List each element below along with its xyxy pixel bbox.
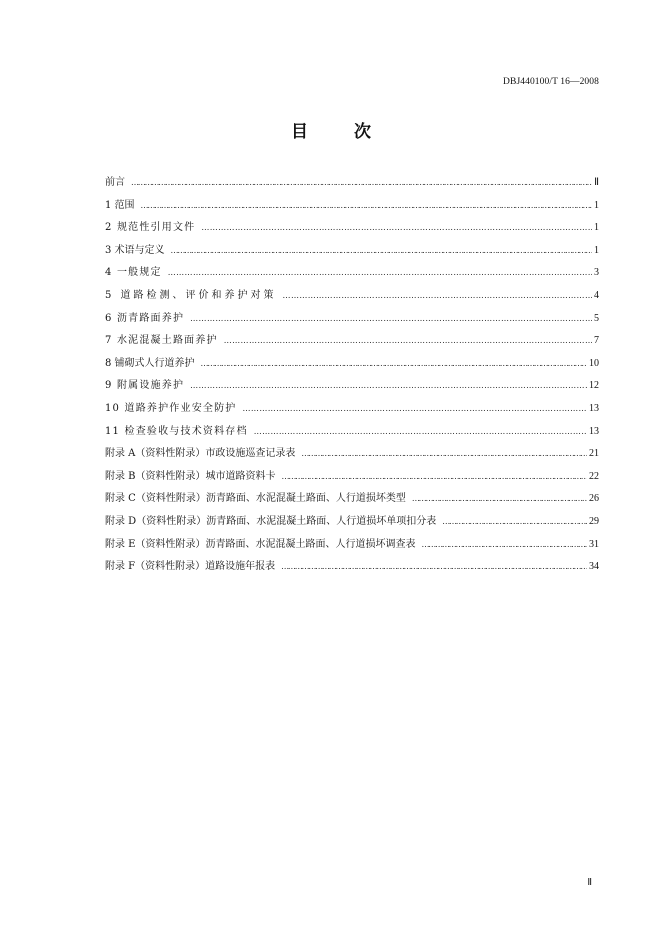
toc-leader: [412, 494, 587, 503]
toc-entry-page: 1: [594, 222, 599, 234]
toc-entry-page: 1: [594, 199, 599, 211]
toc-leader: [190, 381, 587, 390]
toc-leader: [224, 336, 592, 345]
toc-entry-label: 附录 D（资料性附录）沥青路面、水泥混凝土路面、人行道损坏单项扣分表: [105, 515, 437, 527]
toc-entry-appendix-a[interactable]: [105, 444, 599, 467]
toc-entry-page: 34: [589, 561, 599, 573]
toc-entry-appendix-b[interactable]: [105, 467, 599, 490]
toc-entry-5[interactable]: [105, 286, 599, 309]
toc-entry-page: 4: [594, 289, 599, 301]
toc-leader: [201, 223, 592, 232]
toc-entry-page: 10: [589, 357, 599, 369]
toc-entry-page: 21: [589, 448, 599, 460]
toc-entry-page: Ⅱ: [594, 177, 599, 188]
toc-entry-9[interactable]: [105, 376, 599, 399]
toc-entry-10[interactable]: [105, 399, 599, 422]
toc-entry-11[interactable]: [105, 422, 599, 445]
toc-leader: [168, 268, 592, 277]
toc-entry-page: 13: [589, 402, 599, 414]
toc-entry-label: 8 铺砌式人行道养护: [105, 357, 195, 369]
toc-leader: [301, 449, 587, 458]
toc-entry-3[interactable]: [105, 241, 599, 264]
toc-entry-label: 6 沥青路面养护: [105, 312, 185, 324]
toc-leader: [131, 178, 592, 187]
toc-entry-7[interactable]: [105, 331, 599, 354]
toc-entry-label: 1 范围: [105, 199, 135, 211]
toc-entry-appendix-d[interactable]: [105, 512, 599, 535]
toc-entry-page: 3: [594, 267, 599, 279]
toc-entry-page: 31: [589, 538, 599, 550]
toc-leader: [421, 540, 587, 549]
toc-entry-label: 10 道路养护作业安全防护: [105, 402, 237, 414]
toc-entry-page: 12: [589, 380, 599, 392]
toc-entry-page: 5: [594, 312, 599, 324]
toc-entry-appendix-c[interactable]: [105, 489, 599, 512]
toc-leader: [141, 201, 592, 210]
toc-entry-label: 3 术语与定义: [105, 244, 165, 256]
toc-entry-appendix-f[interactable]: [105, 557, 599, 580]
document-code: DBJ440100/T 16—2008: [503, 77, 599, 87]
toc-leader: [243, 404, 587, 413]
toc-leader: [283, 291, 592, 300]
toc-entry-4[interactable]: [105, 263, 599, 286]
toc-leader: [190, 314, 592, 323]
toc-entry-page: 26: [589, 493, 599, 505]
toc-entry-label: 5 道路检测、评价和养护对策: [105, 289, 277, 301]
toc-entry-page: 22: [589, 470, 599, 482]
toc-entry-page: 13: [589, 425, 599, 437]
toc-entry-label: 附录 F（资料性附录）道路设施年报表: [105, 561, 276, 573]
toc-entry-label: 附录 A（资料性附录）市政设施巡查记录表: [105, 448, 296, 460]
toc-entry-label: 11 检查验收与技术资料存档: [105, 425, 248, 437]
toc-leader: [282, 472, 587, 481]
toc-entry-label: 7 水泥混凝土路面养护: [105, 335, 218, 347]
toc-entry-1[interactable]: [105, 196, 599, 219]
toc-entry-appendix-e[interactable]: [105, 535, 599, 558]
toc-entry-label: 9 附属设施养护: [105, 380, 185, 392]
page-number: Ⅱ: [587, 878, 592, 888]
toc-entry-label: 附录 E（资料性附录）沥青路面、水泥混凝土路面、人行道损坏调查表: [105, 538, 416, 550]
toc-leader: [442, 517, 587, 526]
toc-entry-8[interactable]: [105, 354, 599, 377]
toc-entry-label: 前言: [105, 177, 125, 188]
toc-entry-label: 4 一般规定: [105, 267, 162, 279]
toc-entry-label: 附录 C（资料性附录）沥青路面、水泥混凝土路面、人行道损坏类型: [105, 493, 406, 505]
toc-leader: [171, 246, 592, 255]
toc-entry-page: 29: [589, 515, 599, 527]
toc-entry-foreword[interactable]: [105, 173, 599, 196]
toc-entry-label: 2 规范性引用文件: [105, 222, 196, 234]
table-of-contents: [105, 173, 599, 580]
toc-entry-page: 1: [594, 244, 599, 256]
toc-leader: [281, 562, 587, 571]
page-title: 目 次: [291, 122, 391, 142]
toc-entry-6[interactable]: [105, 309, 599, 332]
toc-entry-label: 附录 B（资料性附录）城市道路资料卡: [105, 470, 276, 482]
toc-leader: [254, 427, 587, 436]
toc-entry-2[interactable]: [105, 218, 599, 241]
toc-leader: [201, 359, 587, 368]
toc-entry-page: 7: [594, 335, 599, 347]
